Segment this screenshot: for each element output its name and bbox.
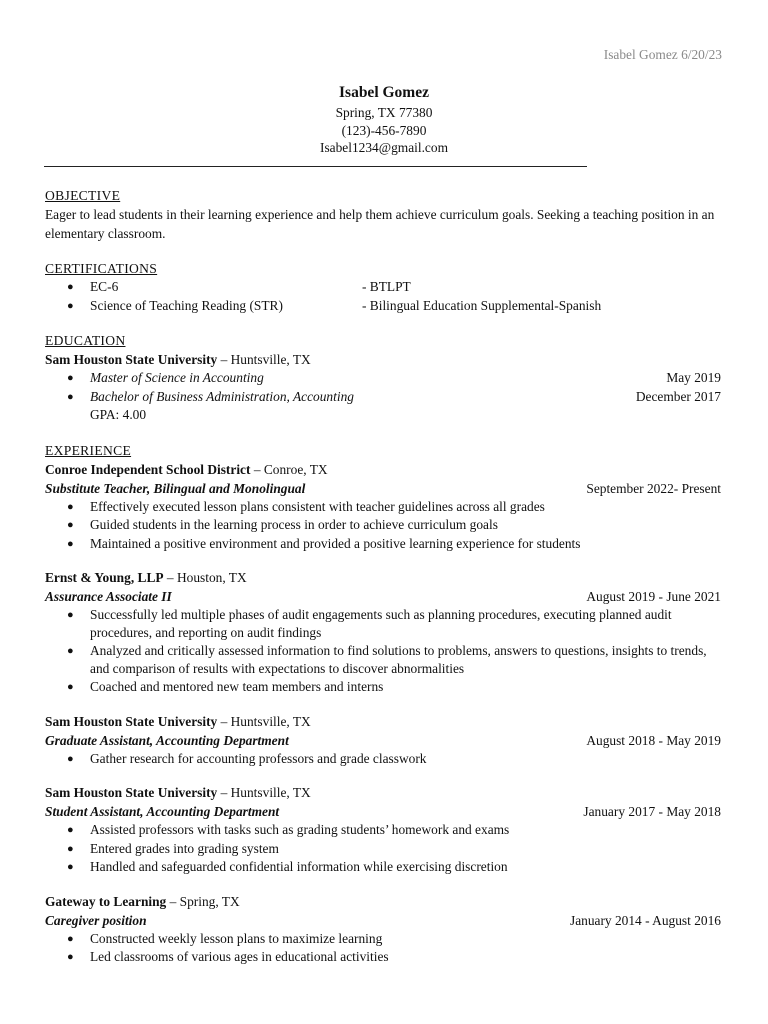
job-dates: September 2022- Present: [586, 480, 721, 496]
job-bullet: ● Handled and safeguarded confidential information while exercising discretion: [45, 858, 721, 877]
bullet-icon: ●: [67, 752, 74, 765]
job-bullets: [45, 750, 721, 769]
degree-item: [45, 369, 721, 388]
bullet-icon: ●: [67, 609, 74, 621]
job-entry: [45, 783, 721, 877]
job-location: – Houston, TX: [163, 570, 247, 585]
bullet-icon: ●: [67, 681, 74, 693]
degree-list: [45, 369, 721, 406]
job-bullet: ● Assisted professors with tasks such as grading students’ homework and exams: [45, 821, 721, 840]
contact-block: [0, 82, 768, 157]
job-location: – Huntsville, TX: [217, 713, 311, 729]
certification-row: [45, 278, 721, 297]
job-org: Sam Houston State University: [45, 785, 218, 800]
job-bullet: ● Entered grades into grading system: [45, 840, 721, 859]
education-section: [45, 331, 721, 425]
bullet-icon: ●: [67, 861, 74, 873]
bullet-icon: ●: [67, 281, 74, 293]
job-entry: [45, 460, 721, 554]
job-dates: August 2018 - May 2019: [586, 732, 721, 748]
phone: (123)-456-7890: [341, 122, 427, 138]
education-org: Sam Houston State University: [45, 352, 218, 367]
job-role: Assurance Associate II: [45, 589, 172, 604]
job-bullets: [45, 930, 721, 967]
certification-item: Science of Teaching Reading (STR): [90, 297, 283, 313]
job-bullet: ● Constructed weekly lesson plans to maximize learning: [45, 930, 721, 949]
job-role: Student Assistant, Accounting Department: [45, 804, 280, 819]
degree-name: Master of Science in Accounting: [90, 370, 264, 385]
job-bullets: [45, 498, 721, 554]
certification-item: - BTLPT: [362, 279, 411, 294]
job-entry: [45, 892, 721, 967]
job-location: – Conroe, TX: [250, 461, 328, 477]
job-org: Gateway to Learning: [45, 893, 167, 909]
job-bullet: ● Maintained a positive environment and provided a positive learning experience for students: [45, 535, 721, 554]
job-org: Conroe Independent School District: [45, 461, 251, 477]
experience-heading: EXPERIENCE: [45, 442, 132, 458]
job-bullet: ● Coached and mentored new team members and interns: [45, 678, 721, 697]
bullet-icon: ●: [67, 372, 74, 384]
bullet-icon: ●: [67, 299, 74, 312]
job-org: Sam Houston State University: [45, 713, 218, 729]
job-dates: January 2017 - May 2018: [583, 804, 721, 819]
job-role: Graduate Assistant, Accounting Department: [45, 732, 289, 748]
gpa: GPA: 4.00: [90, 407, 147, 422]
certification-item: - Bilingual Education Supplemental-Spanish: [362, 297, 602, 313]
job-bullet: ● Effectively executed lesson plans consistent with teacher guidelines across all grades: [45, 498, 721, 517]
job-role: Caregiver position: [45, 912, 147, 928]
experience-section: [45, 441, 721, 967]
job-location: – Spring, TX: [166, 893, 240, 909]
bullet-icon: ●: [67, 932, 74, 945]
job-entry: [45, 712, 721, 769]
job-dates: January 2014 - August 2016: [569, 912, 721, 928]
header-note: Isabel Gomez 6/20/23: [603, 47, 722, 62]
job-entry: [45, 568, 721, 697]
bullet-icon: ●: [67, 645, 74, 657]
job-bullet: ● Successfully led multiple phases of audit engagements such as planning procedures, executing planned audit procedures, and reporting on audit findings: [67, 607, 672, 640]
job-bullets: [45, 821, 721, 877]
degree-date: December 2017: [635, 388, 721, 404]
certifications-list: [45, 278, 721, 315]
resume-body: [45, 186, 721, 983]
bullet-icon: ●: [67, 842, 74, 855]
divider-rule: [44, 166, 587, 167]
certification-row: [45, 297, 721, 316]
objective-text: Eager to lead students in their learning experience and help them achieve curriculum goals. Seeking a teaching position in an elementary classroom.: [45, 207, 715, 241]
degree-date: May 2019: [666, 370, 721, 385]
degree-name: Bachelor of Business Administration, Accounting: [90, 388, 354, 404]
education-heading: EDUCATION: [45, 333, 126, 348]
degree-item: [45, 388, 721, 407]
bullet-icon: ●: [67, 951, 74, 963]
email: Isabel1234@gmail.com: [320, 140, 448, 155]
certifications-heading: CERTIFICATIONS: [45, 261, 158, 276]
education-location: – Huntsville, TX: [217, 352, 311, 367]
bullet-icon: ●: [67, 519, 74, 531]
bullet-icon: ●: [67, 824, 74, 836]
certification-item: EC-6: [90, 279, 119, 294]
job-bullet: ● Led classrooms of various ages in educational activities: [45, 948, 721, 967]
address: Spring, TX 77380: [335, 105, 433, 120]
job-org: Ernst & Young, LLP: [45, 570, 164, 585]
job-bullets: [45, 606, 721, 697]
bullet-icon: ●: [67, 390, 74, 403]
objective-heading: OBJECTIVE: [45, 188, 121, 203]
job-dates: August 2019 - June 2021: [586, 589, 721, 604]
candidate-name: Isabel Gomez: [339, 84, 429, 101]
job-bullet: ● Analyzed and critically assessed information to find solutions to problems, answers to questions, insights to trends, and comparison of results with expectations to discover abnormalities: [67, 643, 707, 676]
certifications-section: [45, 259, 721, 315]
bullet-icon: ●: [67, 537, 74, 550]
bullet-icon: ●: [67, 500, 74, 513]
job-bullet: ● Guided students in the learning process in order to achieve curriculum goals: [45, 516, 721, 535]
objective-section: [45, 186, 721, 243]
job-role: Substitute Teacher, Bilingual and Monolingual: [45, 480, 306, 496]
job-bullet: ● Gather research for accounting professors and grade classwork: [45, 750, 721, 769]
job-location: – Huntsville, TX: [217, 785, 311, 800]
